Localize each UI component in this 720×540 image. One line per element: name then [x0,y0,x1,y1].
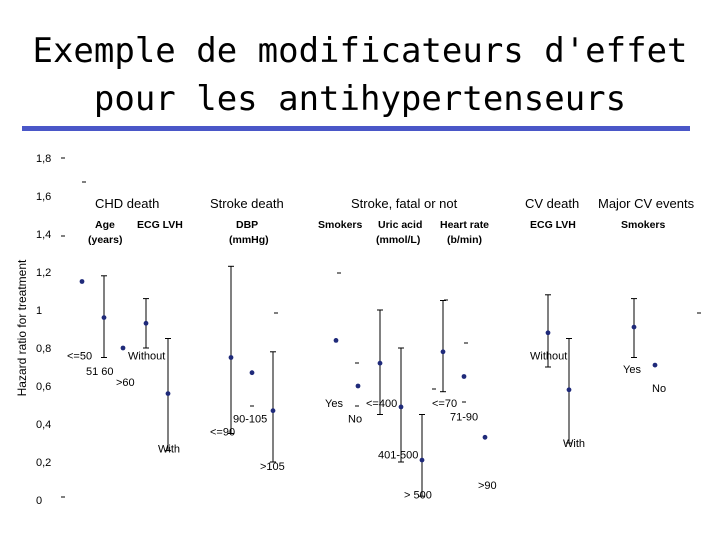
y-tick-label: 0,8 [36,343,52,355]
subgroup-label: <=70 [432,398,458,411]
subgroup-header: Smokers [621,219,666,231]
data-point [378,361,383,366]
slide-title-line-1: Exemple de modificateurs d'effet [32,31,688,71]
subgroup-header: (years) [88,234,123,246]
group-header: Stroke, fatal or not [351,196,458,211]
subgroup-label: No [348,413,363,426]
subgroup-label: No [652,382,667,395]
subgroup-label: Without [530,350,568,363]
subgroup-label: With [158,443,180,456]
data-point [356,384,361,389]
subgroup-label: 71-90 [450,411,479,424]
subgroup-header: Age [95,219,115,231]
data-point [334,338,339,343]
data-point [483,435,488,440]
y-tick-label: 1,2 [36,267,52,279]
group-header: CV death [525,196,580,211]
group-header: Major CV events [598,196,695,211]
subgroup-label: Yes [623,363,641,376]
subgroup-header: ECG LVH [137,219,183,231]
y-tick-label: 1,8 [36,153,52,165]
subgroup-label: 51 60 [86,365,114,378]
subgroup-header: (mmol/L) [376,234,421,246]
data-point [420,458,425,463]
data-point [102,315,107,320]
subgroup-label: > 500 [404,489,432,502]
subgroup-label: <=90 [210,426,236,439]
y-tick-label: 0 [36,495,43,507]
subgroup-label: <=400 [366,398,398,411]
y-tick-label: 0,2 [36,457,52,469]
subgroup-label: >90 [478,479,497,492]
slide-title-line-2: pour les antihypertenseurs [93,79,627,119]
data-point [80,279,85,284]
data-points [80,279,658,462]
data-point [546,330,551,335]
data-point [462,374,467,379]
data-point [229,355,234,360]
subgroup-header: (b/min) [447,234,482,246]
y-axis [36,153,51,507]
data-point [166,391,171,396]
subgroup-label: >60 [116,377,135,390]
subgroup-header: Smokers [318,219,363,231]
data-point [567,387,572,392]
subgroup-header: (mmHg) [229,234,269,246]
data-point [399,405,404,410]
y-axis-label: Hazard ratio for treatment [15,259,29,397]
data-point [144,321,149,326]
data-point [121,346,126,351]
subgroup-header: ECG LVH [530,219,576,231]
subgroup-header: DBP [236,219,259,231]
subgroup-headers [88,196,695,246]
y-tick-label: 1 [36,305,43,317]
subgroup-label: Yes [325,398,343,411]
y-tick-label: 0,4 [36,419,52,431]
subgroup-label: <=50 [67,350,93,363]
subgroup-label: 90-105 [233,413,268,426]
subgroup-label: Without [128,350,166,363]
y-tick-label: 1,4 [36,229,52,241]
subgroup-header: Heart rate [440,219,490,231]
data-point [441,349,446,354]
data-point [271,408,276,413]
subgroup-header: Uric acid [378,219,423,231]
subgroup-label: 401-500 [378,449,419,462]
error-bars [101,266,637,496]
subgroup-label: With [563,438,585,450]
group-header: Stroke death [210,196,284,211]
subgroup-labels [67,351,666,502]
data-point [632,325,637,330]
group-header: CHD death [95,196,160,211]
data-point [653,363,658,368]
y-tick-label: 1,6 [36,191,52,203]
subgroup-label: >105 [260,460,285,473]
y-tick-label: 0,6 [36,381,52,393]
data-point [250,370,255,375]
